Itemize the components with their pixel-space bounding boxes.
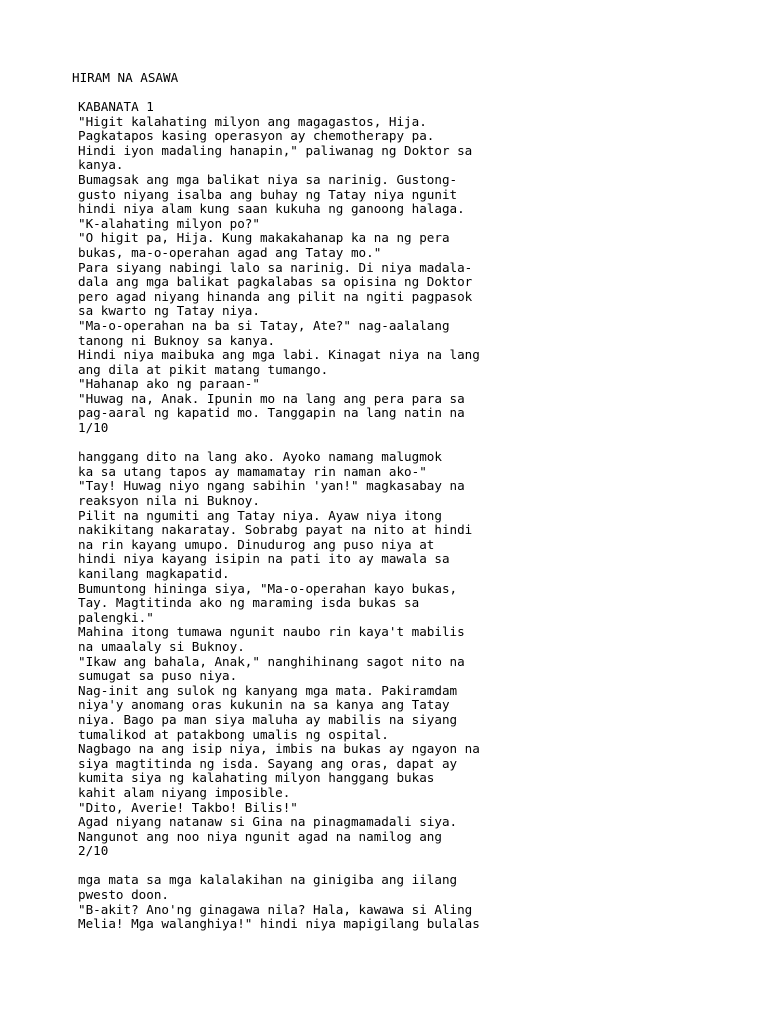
text-line: Mahina itong tumawa ngunit naubo rin kaya't mabilis (78, 624, 465, 640)
text-line: palengki." (78, 609, 154, 625)
text-line: Hindi niya maibuka ang mga labi. Kinagat niya na lang (78, 347, 480, 363)
text-line: hindi niya kayang isipin na pati ito ay mawala sa (78, 551, 450, 567)
text-line: niya. Bago pa man siya maluha ay mabilis na siyang (78, 711, 458, 727)
text-line: "Ikaw ang bahala, Anak," nanghihinang sagot nito na (78, 653, 465, 669)
text-line: "Dito, Averie! Takbo! Bilis!" (78, 799, 298, 815)
text-line: Nag-init ang sulok ng kanyang mga mata. Pakiramdam (78, 682, 458, 698)
text-line: ka sa utang tapos ay mamamatay rin naman ako-" (78, 463, 427, 479)
text-line: "B-akit? Ano'ng ginagawa nila? Hala, kawawa si Aling (78, 901, 473, 917)
page-number: 2/10 (78, 843, 109, 859)
text-line: pero agad niyang hinanda ang pilit na ngiti pagpasok (78, 288, 473, 304)
text-line: tumalikod at patakbong umalis ng ospital. (78, 726, 389, 742)
text-line: "K-alahating milyon po?" (78, 215, 260, 231)
text-line: "Hahanap ako ng paraan-" (78, 376, 260, 392)
text-line: gusto niyang isalba ang buhay ng Tatay niya ngunit (78, 186, 458, 202)
chapter-heading: KABANATA 1 (78, 99, 154, 114)
text-line: pag-aaral ng kapatid mo. Tanggapin na lang natin na (78, 405, 465, 421)
text-line: siya magtitinda ng isda. Sayang ang oras, dapat ay (78, 755, 458, 771)
text-line: sumugat sa puso niya. (78, 668, 238, 684)
text-line: Pagkatapos kasing operasyon ay chemotherapy pa. (78, 128, 435, 144)
text-line: Nagbago na ang isip niya, imbis na bukas ay ngayon na (78, 741, 480, 757)
blank-line (78, 436, 758, 451)
text-line: reaksyon nila ni Buknoy. (78, 493, 260, 509)
text-line: Pilit na ngumiti ang Tatay niya. Ayaw niya itong (78, 507, 442, 523)
text-line: kanya. (78, 157, 124, 173)
blank-line (78, 859, 758, 874)
text-line: ang dila at pikit matang tumango. (78, 361, 329, 377)
text-line: "Higit kalahating milyon ang magagastos, Hija. (78, 113, 427, 129)
text-line: mga mata sa mga kalalakihan na ginigiba ang iilang (78, 872, 458, 888)
text-line: hindi niya alam kung saan kukuha ng ganoong halaga. (78, 201, 465, 217)
document-title: HIRAM NA ASAWA (72, 70, 179, 85)
text-line: Bumuntong hininga siya, "Ma-o-operahan kayo bukas, (78, 580, 458, 596)
text-line: Tay. Magtitinda ako ng maraming isda bukas sa (78, 595, 420, 611)
page-number: 1/10 (78, 420, 109, 436)
text-line: sa kwarto ng Tatay niya. (78, 303, 260, 319)
text-line: na rin kayang umupo. Dinudurog ang puso niya at (78, 536, 435, 552)
text-line: "O higit pa, Hija. Kung makakahanap ka na ng pera (78, 230, 450, 246)
text-line: Bumagsak ang mga balikat niya sa narinig. Gustong- (78, 171, 458, 187)
text-line: kahit alam niyang imposible. (78, 784, 291, 800)
text-line: niya'y anomang oras kukunin na sa kanya ang Tatay (78, 697, 450, 713)
document-body (78, 100, 758, 932)
text-line: hanggang dito na lang ako. Ayoko namang malugmok (78, 449, 442, 465)
text-line: kanilang magkapatid. (78, 566, 230, 581)
text-line: dala ang mga balikat pagkalabas sa opisina ng Doktor (78, 274, 473, 290)
text-line: "Ma-o-operahan na ba si Tatay, Ate?" nag-aalalang (78, 317, 450, 333)
text-line: kumita siya ng kalahating milyon hanggang bukas (78, 770, 435, 786)
text-line: tanong ni Buknoy sa kanya. (78, 332, 276, 348)
text-line: pwesto doon. (78, 887, 169, 903)
text-line: bukas, ma-o-operahan agad ang Tatay mo." (78, 244, 382, 260)
text-line: na umaalaly si Buknoy. (78, 638, 245, 654)
text-line: "Huwag na, Anak. Ipunin mo na lang ang pera para sa (78, 390, 465, 406)
text-line: nakikitang nakaratay. Sobrabg payat na nito at hindi (78, 522, 473, 538)
text-line: Para siyang nabingi lalo sa narinig. Di niya madala- (78, 259, 473, 275)
text-line: Melia! Mga walanghiya!" hindi niya mapigilang bulalas (78, 916, 480, 932)
text-line: Nangunot ang noo niya ngunit agad na namilog ang (78, 828, 442, 844)
text-line: Hindi iyon madaling hanapin," paliwanag ng Doktor sa (78, 142, 473, 158)
text-line: "Tay! Huwag niyo ngang sabihin 'yan!" magkasabay na (78, 478, 465, 494)
text-line: Agad niyang natanaw si Gina na pinagmamadali siya. (78, 814, 458, 830)
